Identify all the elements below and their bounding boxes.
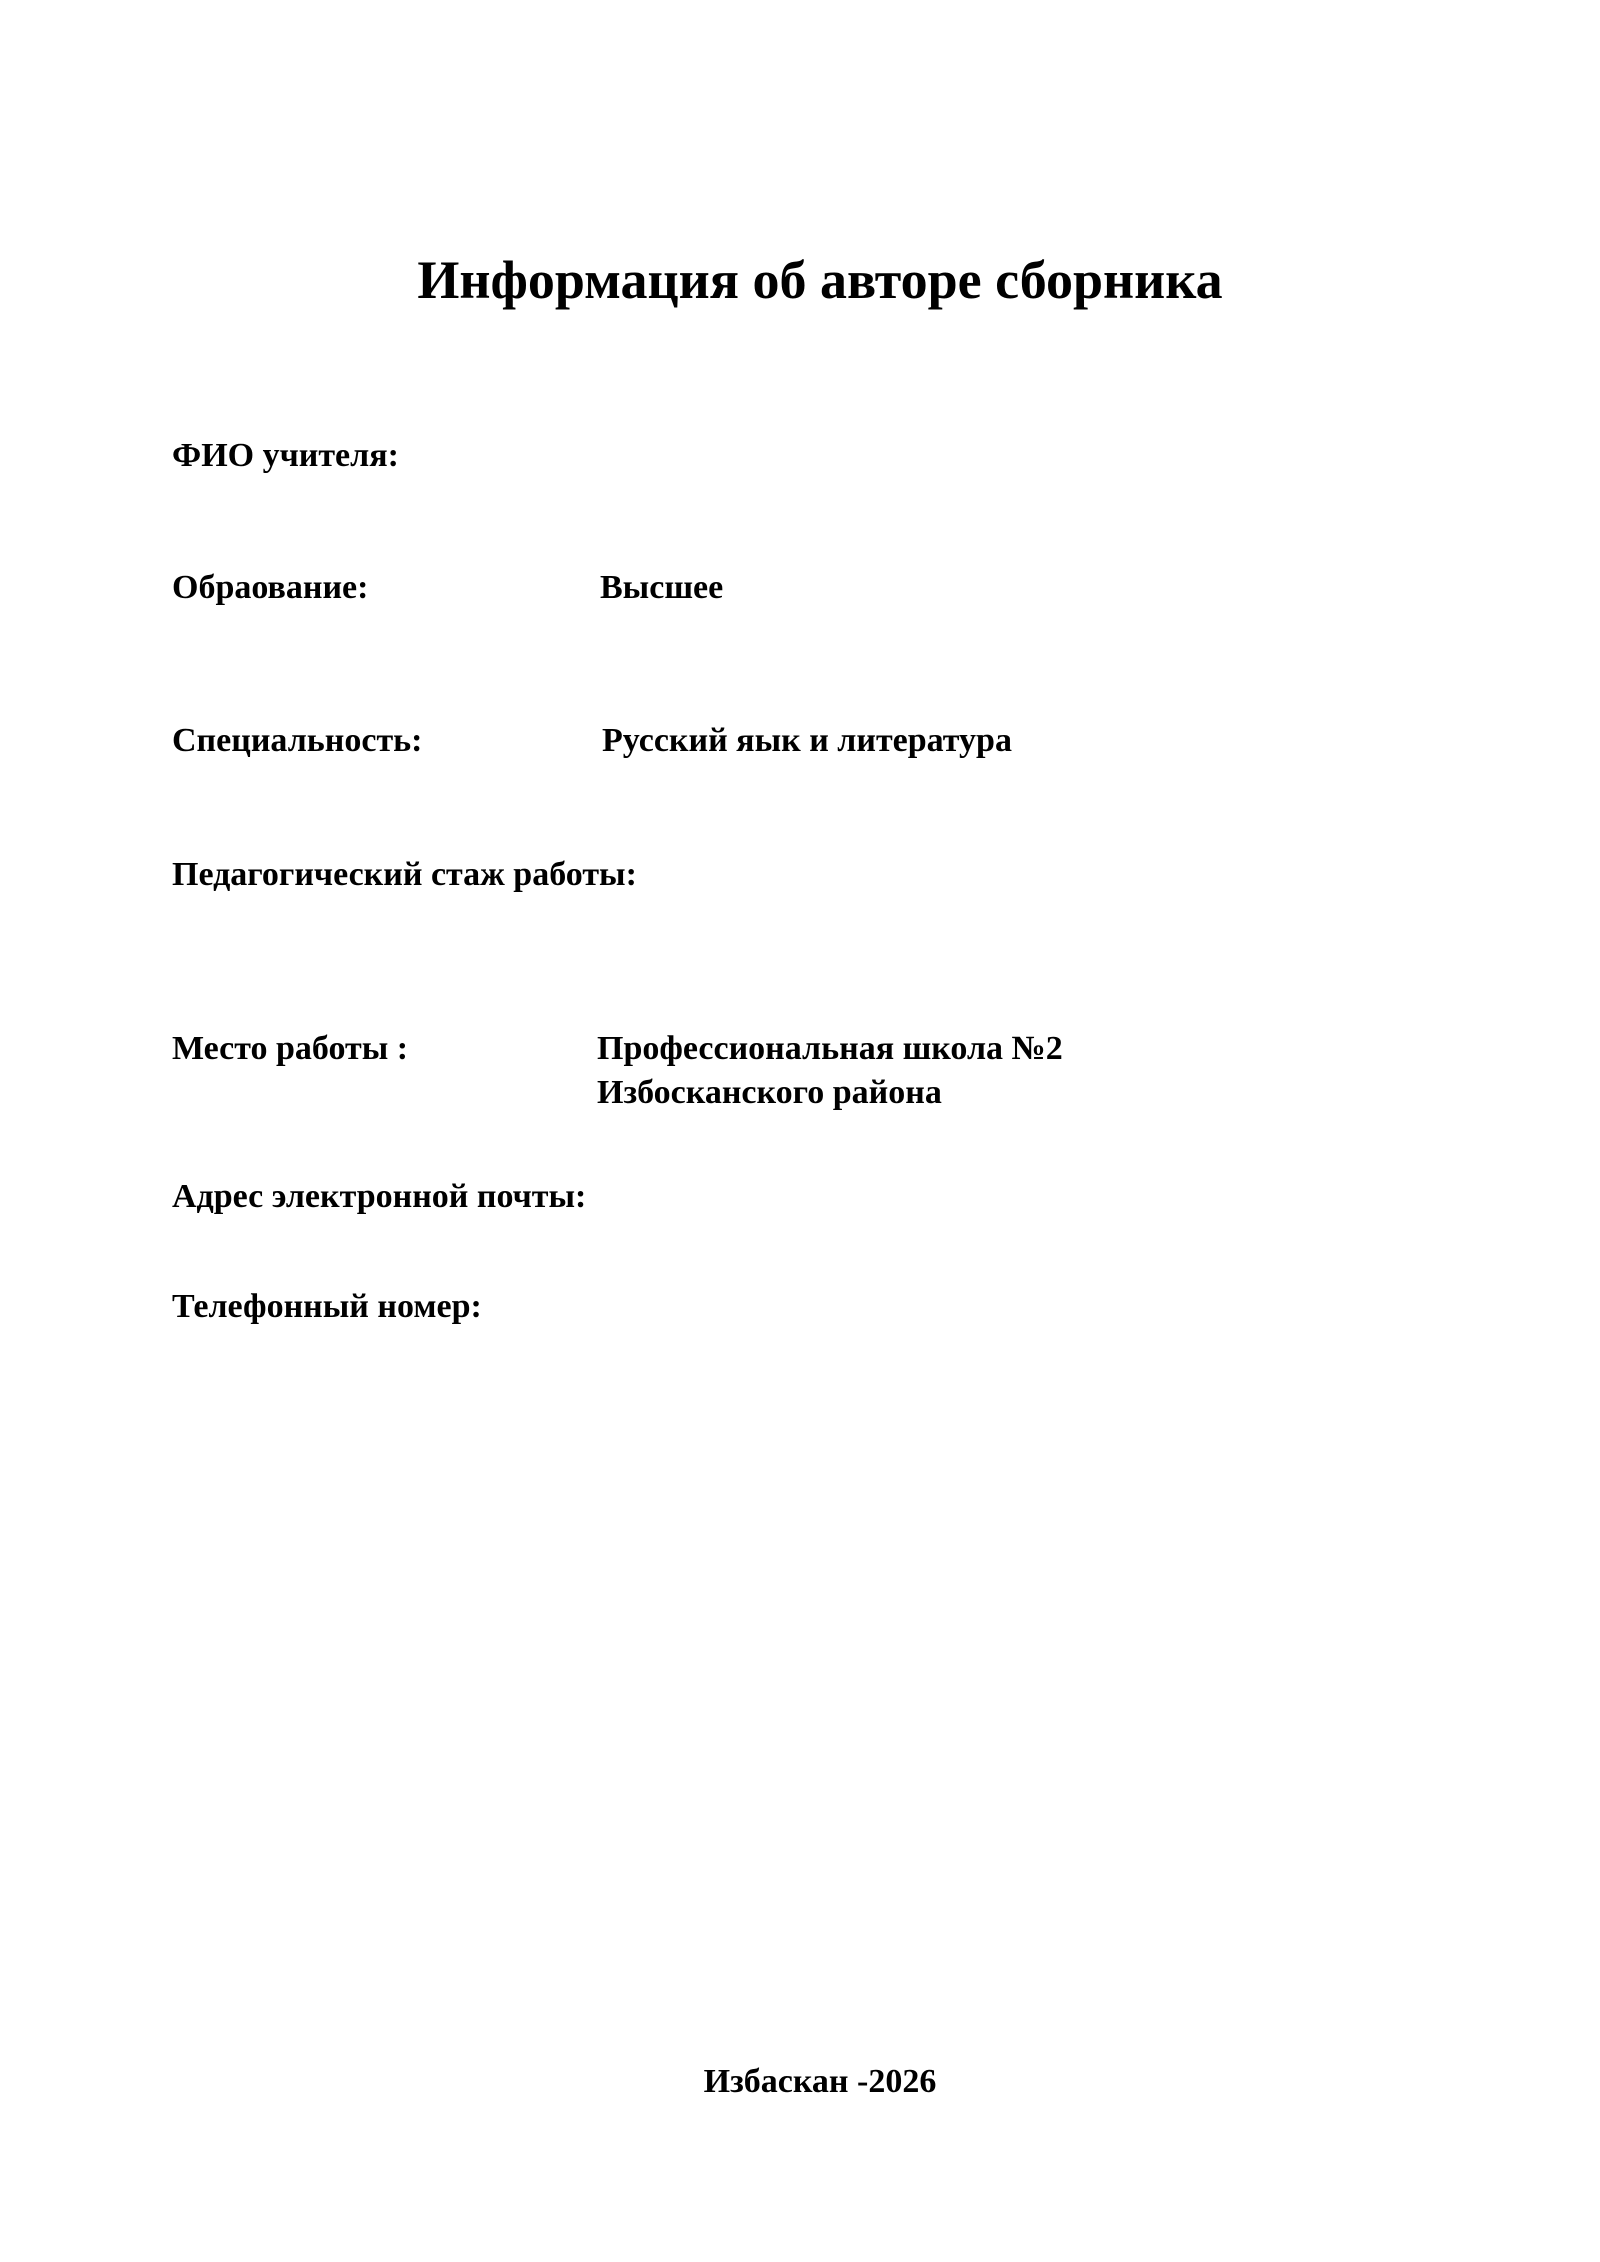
education-value: Высшее: [600, 569, 724, 606]
workplace-value-line2: Избосканского района: [597, 1074, 942, 1111]
workplace-label: Место работы :: [172, 1030, 409, 1067]
workplace-value-line1: Профессиональная школа №2: [597, 1030, 1063, 1067]
experience-label: Педагогический стаж работы:: [172, 856, 637, 893]
fio-label: ФИО учителя:: [172, 437, 399, 474]
page-title: Информация об авторе сборника: [417, 250, 1223, 310]
education-label: Обраование:: [172, 569, 369, 606]
footer-place-year: Избаскан -2026: [703, 2063, 937, 2100]
phone-label: Телефонный номер:: [172, 1288, 482, 1325]
email-label: Адрес электронной почты:: [172, 1178, 587, 1215]
specialty-value: Русский яык и литература: [602, 722, 1012, 759]
specialty-label: Специальность:: [172, 722, 423, 759]
